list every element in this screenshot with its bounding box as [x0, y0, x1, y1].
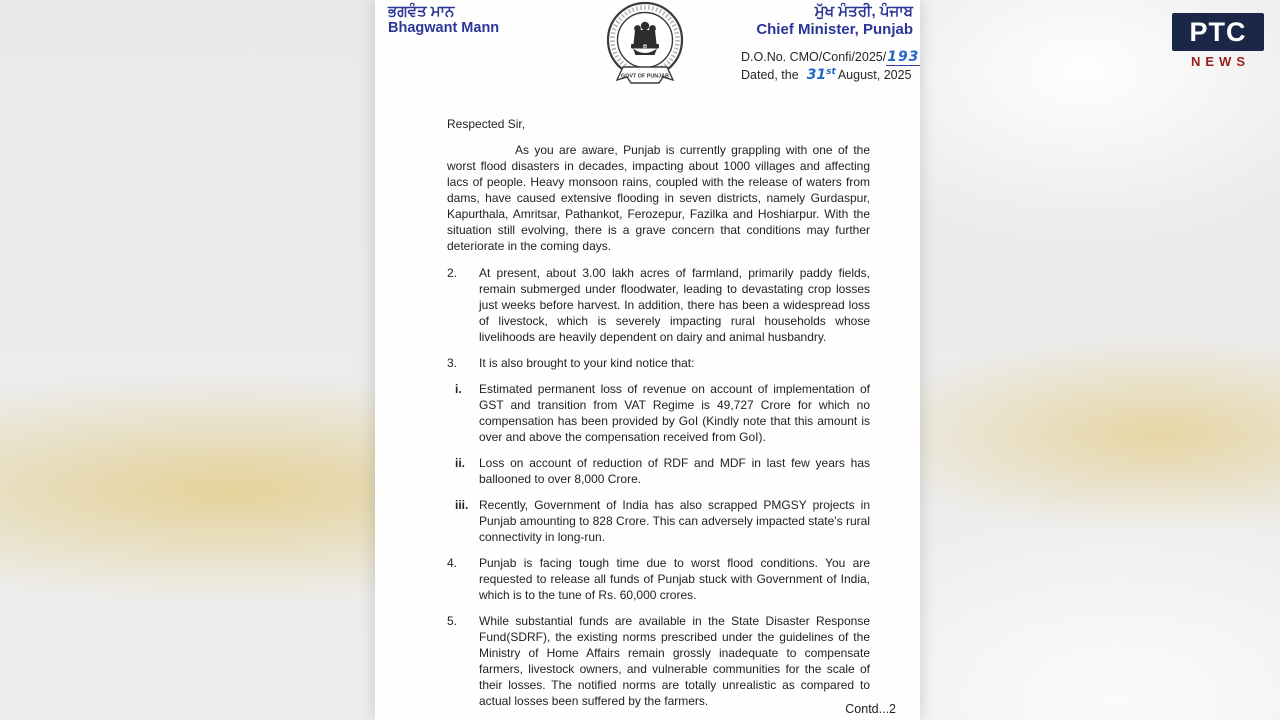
letter-body: [375, 86, 920, 709]
reference-number-line: [741, 49, 920, 65]
letter-paragraph: [447, 555, 870, 603]
continuation-note: Contd...2: [845, 702, 896, 716]
office-title-english: Chief Minister, Punjab: [756, 21, 913, 38]
paragraph-number: 2.: [447, 266, 458, 280]
handwritten-reference-number: 193: [887, 49, 920, 65]
letter-paragraph: [447, 613, 870, 709]
sender-name-punjabi: ਭਗਵੰਤ ਮਾਨ: [388, 3, 455, 20]
letter-subitem: [447, 455, 870, 487]
emblem-banner-text: GOVT OF PUNJAB: [621, 73, 669, 80]
date-month-year: August, 2025: [837, 68, 912, 83]
ptc-news-label: NEWS: [1191, 54, 1250, 69]
handwritten-date-ordinal: st: [826, 67, 836, 77]
subitem-text: Estimated permanent loss of revenue on account of implementation of GST and transition from VAT Regime is 49,727 Crore for which no compensation has been provided by GoI (Kindly note that this amount is over and above the compensation received from GoI).: [479, 382, 870, 444]
subitem-text: Loss on account of reduction of RDF and MDF in last few years has ballooned to over 8,000 Crore.: [479, 456, 870, 486]
letterhead-sender-block: [388, 3, 499, 37]
sender-name-english: Bhagwant Mann: [388, 20, 500, 36]
govt-punjab-emblem-icon: [599, 0, 691, 93]
subitem-number: i.: [455, 382, 462, 396]
office-title-punjabi: ਮੁੱਖ ਮੰਤਰੀ, ਪੰਜਾਬ: [814, 3, 913, 20]
paragraph-number: 3.: [447, 356, 458, 370]
salutation: Respected Sir,: [447, 117, 526, 131]
subitem-number: iii.: [455, 498, 469, 512]
letter-document: [375, 0, 920, 720]
reference-block: [741, 49, 920, 84]
letter-paragraph: As you are aware, Punjab is currently grappling with one of the worst flood disasters in decades, impacting about 1000 villages and affecting lacs of people. Heavy monsoon rains, coupled with the release of waters from dams, have caused extensive flooding in seven districts, namely Gurdaspur, Kapurthala, Amritsar, Pathankot, Ferozepur, Fazilka and Hoshiarpur. With the situation still evolving, there is a grave concern that conditions may further deteriorate in the coming days.: [447, 143, 870, 253]
letter-paragraph: [447, 355, 870, 371]
paragraph-text: While substantial funds are available in the State Disaster Response Fund(SDRF), the existing norms prescribed under the guidelines of the Ministry of Home Affairs remain grossly inadequate to compensate farmers, livestock owners, and vulnerable communities for the scale of their losses. The notified norms are totally unrealistic as compared to actual losses been suffered by the farmers.: [479, 614, 870, 708]
letterhead-office-block: [741, 3, 920, 84]
paragraph-number: 5.: [447, 614, 458, 628]
subitem-number: ii.: [455, 456, 466, 470]
paragraph-number: 4.: [447, 556, 458, 570]
handwritten-date-day: 31: [806, 67, 827, 84]
paragraph-text: At present, about 3.00 lakh acres of farmland, primarily paddy fields, remain submerged under floodwater, leading to devastating crop losses just weeks before harvest. In addition, there has been a widespread loss of livestock, which is severely impacting rural households whose livelihoods are heavily dependent on dairy and animal husbandry.: [479, 266, 870, 344]
letter-paragraph: [447, 265, 870, 345]
letterhead: [375, 0, 920, 86]
subitem-text: Recently, Government of India has also scrapped PMGSY projects in Punjab amounting to 828 Crore. This can adversely impacted state's rural connectivity in long-run.: [479, 498, 870, 544]
letter-subitem: [447, 381, 870, 445]
ptc-logo-text: PTC: [1172, 13, 1264, 51]
paragraph-text: It is also brought to your kind notice that:: [479, 356, 695, 370]
date-line: [741, 65, 913, 83]
date-prefix: Dated, the: [741, 68, 799, 83]
letter-subitem: [447, 497, 870, 545]
reference-prefix: D.O.No. CMO/Confi/2025/: [741, 50, 887, 64]
paragraph-text: Punjab is facing tough time due to worst flood conditions. You are requested to release all funds of Punjab stuck with Government of India, which is to the tune of Rs. 60,000 crores.: [479, 556, 870, 602]
ptc-news-logo: [1172, 13, 1264, 69]
